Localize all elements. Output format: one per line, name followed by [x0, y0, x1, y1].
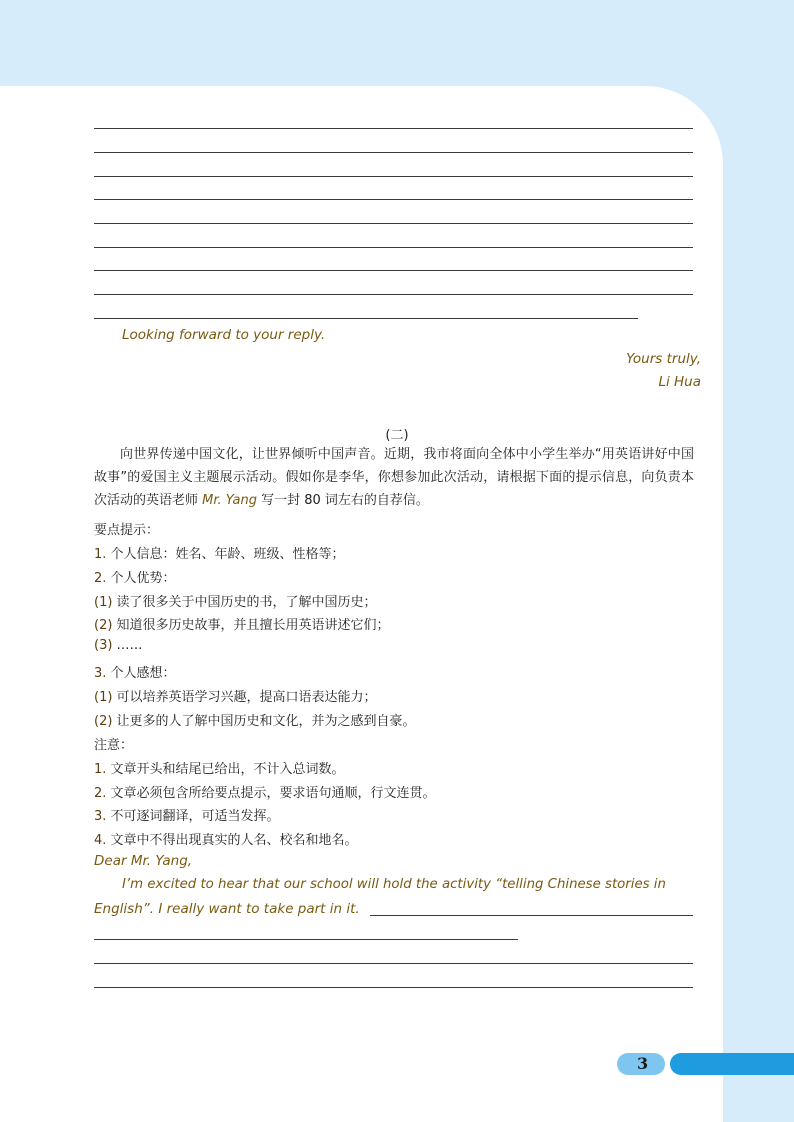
points-heading: 要点提示： — [94, 523, 160, 538]
point-item: (1) 可以培养英语学习兴趣，提高口语表达能力； — [94, 690, 377, 705]
answer-line — [370, 915, 693, 916]
point-item: 2. 个人优势： — [94, 571, 176, 586]
answer-line — [94, 247, 693, 248]
page-number: 3 — [637, 1054, 649, 1073]
opening-line-a: I’m excited to hear that our school will hold the activity “telling Chinese stories in — [122, 877, 666, 892]
notes-heading: 注意： — [94, 738, 134, 753]
answer-line — [94, 963, 693, 964]
note-item: 4. 文章中不得出现真实的人名、校名和地名。 — [94, 833, 358, 848]
answer-line — [94, 294, 693, 295]
teacher-name: Mr. Yang — [202, 493, 257, 508]
point-item: (1) 读了很多关于中国历史的书，了解中国历史； — [94, 595, 377, 610]
answer-line — [94, 223, 693, 224]
signoff: Yours truly, — [626, 351, 701, 367]
answer-line — [94, 318, 638, 319]
answer-line — [94, 199, 693, 200]
point-item: 3. 个人感想： — [94, 666, 176, 681]
page-number-bar — [670, 1053, 794, 1075]
point-item: 1. 个人信息：姓名、年龄、班级、性格等； — [94, 547, 345, 562]
answer-line — [94, 939, 518, 940]
greeting: Dear Mr. Yang, — [94, 853, 193, 869]
answer-line — [94, 152, 693, 153]
intro-text-b: 写一封 80 词左右的自荐信。 — [256, 493, 429, 508]
opening-line-b: English”. I really want to take part in it. — [94, 901, 360, 917]
signature: Li Hua — [658, 374, 701, 390]
section-title: (二) — [385, 428, 409, 443]
point-item: (2) 知道很多历史故事，并且擅长用英语讲述它们； — [94, 618, 390, 633]
note-item: 1. 文章开头和结尾已给出，不计入总词数。 — [94, 762, 345, 777]
closing-line: Looking forward to your reply. — [122, 327, 326, 343]
note-item: 2. 文章必须包含所给要点提示，要求语句通顺，行文连贯。 — [94, 786, 436, 801]
answer-line — [94, 987, 693, 988]
note-item: 3. 不可逐词翻译，可适当发挥。 — [94, 809, 280, 824]
point-item: (3) …… — [94, 638, 143, 653]
task-intro — [94, 443, 694, 512]
top-band — [0, 0, 794, 86]
intro-text-a: 向世界传递中国文化，让世界倾听中国声音。近期，我市将面向全体中小学生举办“用英语讲好中国故事”的爱国主义主题展示活动。假如你是李华，你想参加此次活动，请根据下面的提示信息，向负责本次活动的英语老师 — [94, 447, 694, 508]
answer-line — [94, 270, 693, 271]
answer-line — [94, 176, 693, 177]
point-item: (2) 让更多的人了解中国历史和文化，并为之感到自豪。 — [94, 714, 416, 729]
answer-line — [94, 128, 693, 129]
